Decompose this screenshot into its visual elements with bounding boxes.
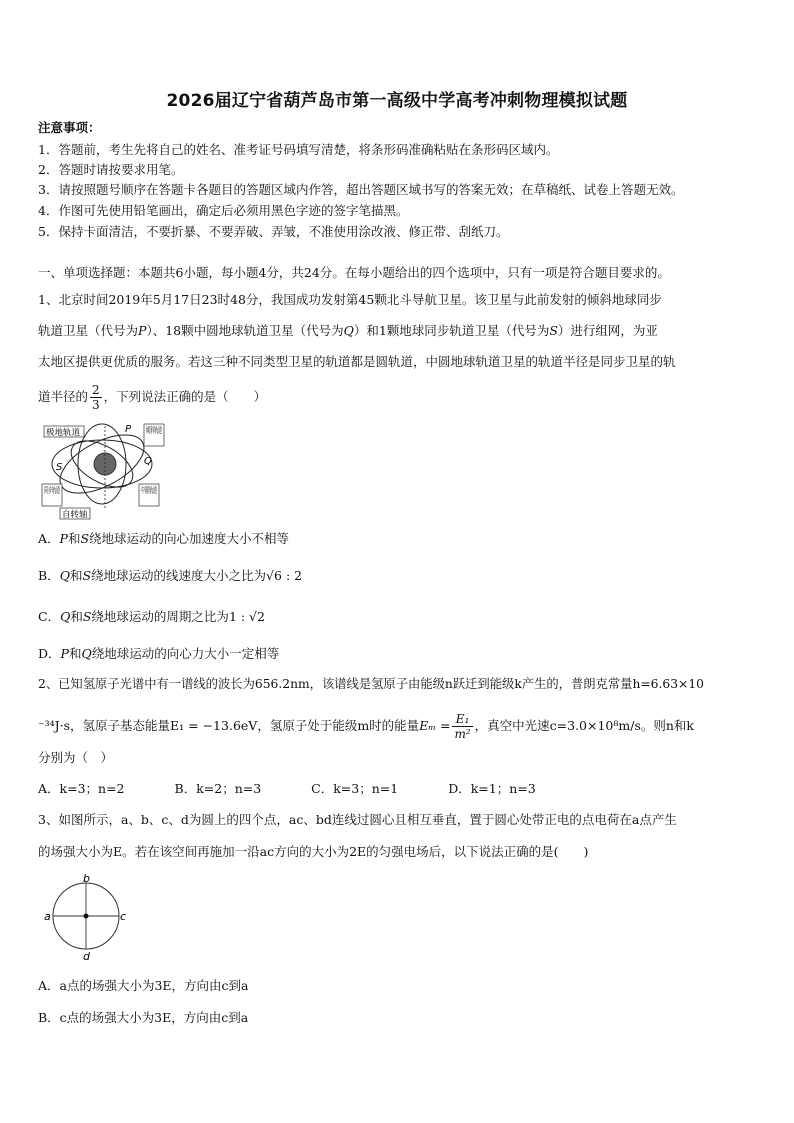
q1-line-1: 1、北京时间2019年5月17日23时48分，我国成功发射第45颗北斗导航卫星。该卫星与此前发射的倾斜地球同步: [38, 292, 662, 307]
point-d: d: [83, 950, 90, 962]
q1-option-c: [38, 609, 265, 625]
point-c: c: [120, 910, 127, 923]
label-s: S: [56, 462, 63, 473]
q1-text: 轨道卫星（代号为: [38, 323, 139, 338]
symbol-q: Q: [343, 323, 354, 338]
q2-text: ，氢原子处于能级m时的能量: [257, 718, 420, 733]
q2-line-3: 分别为（ ）: [38, 750, 114, 765]
option-letter: A．: [38, 531, 60, 546]
ratio-value: √6 : 2: [266, 568, 303, 583]
symbol-q: Q: [59, 568, 70, 583]
q2-text: ⁻³⁴J·s，氢原子基态能量: [38, 718, 171, 733]
fraction-two-thirds: [90, 383, 102, 412]
orbit-diagram: [38, 420, 178, 522]
option-text: 和: [69, 568, 83, 583]
symbol-s: S: [80, 531, 90, 546]
q3-option-b: B．c点的场强大小为3E，方向由c到a: [38, 1010, 249, 1025]
page-title: 2026届辽宁省葫芦岛市第一高级中学高考冲刺物理模拟试题: [166, 91, 628, 111]
q1-text: ，下列说法正确的是（ ）: [103, 389, 267, 404]
q3-line-2: 的场强大小为E。若在该空间再施加一沿ac方向的大小为2E的匀强电场后，以下说法正确的是( ): [38, 844, 589, 859]
notice-item-5: 5．保持卡面清洁，不要折暴、不要弄破、弄皱，不准使用涂改液、修正带、刮纸刀。: [38, 224, 509, 239]
option-letter: B．: [38, 568, 60, 583]
notice-item-2: 2．答题时请按要求用笔。: [38, 162, 184, 177]
q1-line-4: [38, 383, 266, 412]
q2-text: ，真空中光速c=3.0×10⁸m/s。则n和k: [474, 718, 694, 733]
q3-line-1: 3、如图所示，a、b、c、d为圆上的四个点，ac、bd连线过圆心且相互垂直，置于圆心处带正电的点电荷在a点产生: [38, 812, 677, 827]
symbol-s: S: [82, 609, 92, 624]
ratio-value: 1 : √2: [228, 609, 265, 624]
center-charge: [84, 914, 89, 919]
symbol-s: S: [549, 323, 558, 338]
option-text: 绕地球运动的周期之比为: [91, 609, 229, 624]
label-inclined-orbit: [146, 425, 162, 436]
option-text: 和: [68, 646, 82, 661]
option-text: 绕地球运动的向心加速度大小不相等: [89, 531, 290, 546]
q1-text: ）、18颗中圆地球轨道卫星（代号为: [146, 323, 344, 338]
circle-diagram: [40, 872, 132, 962]
option-letter: D．: [38, 646, 61, 661]
q1-text: 道半径的: [38, 389, 89, 404]
energy-formula: Eₘ =: [419, 718, 451, 733]
q1-line-2: [38, 323, 658, 339]
option-text: 绕地球运动的向心力大小一定相等: [91, 646, 280, 661]
q2-line-2: [38, 712, 694, 741]
point-a: a: [44, 910, 51, 923]
symbol-p: P: [138, 323, 147, 338]
label-q: Q: [144, 456, 152, 467]
symbol-p: P: [60, 646, 69, 661]
symbol-p: P: [59, 531, 68, 546]
label-sync-orbit: [44, 485, 60, 496]
energy-fraction: [452, 712, 472, 741]
fraction-numerator: 2: [92, 383, 100, 397]
q1-text: ）进行组网，为亚: [557, 323, 658, 338]
option-text: 绕地球运动的线速度大小之比为: [91, 568, 267, 583]
symbol-q: Q: [60, 609, 71, 624]
q1-text: ）和1颗地球同步轨道卫星（代号为: [353, 323, 550, 338]
notice-item-4: 4．作图可先使用铅笔画出，确定后必须用黑色字迹的签字笔描黑。: [38, 203, 409, 218]
section-1-heading: 一、单项选择题：本题共6小题，每小题4分，共24分。在每小题给出的四个选项中，只有一项是符合题目要求的。: [38, 265, 670, 280]
notice-item-3: 3．请按照题号顺序在答题卡各题目的答题区域内作答，超出答题区域书写的答案无效；在草稿纸、试卷上答题无效。: [38, 182, 684, 197]
q1-option-d: [38, 646, 279, 662]
fraction-denominator: m²: [454, 727, 471, 741]
notice-heading: 注意事项：: [38, 120, 101, 135]
option-letter: C．: [38, 609, 61, 624]
q1-option-a: [38, 531, 289, 547]
q2-line-1: 2、已知氢原子光谱中有一谱线的波长为656.2nm，该谱线是氢原子由能级n跃迁到能级k产生的，普朗克常量h=6.63×10: [38, 677, 705, 691]
q2-options: A．k=3；n=2 B．k=2；n=3 C．k=3；n=1 D．k=1；n=3: [38, 781, 536, 796]
notice-item-1: 1．答题前，考生先将自己的姓名、准考证号码填写清楚，将条形码准确粘贴在条形码区域内。: [38, 142, 559, 157]
label-medium-orbit: [141, 485, 157, 496]
label-rotation-axis: 自转轴: [62, 510, 88, 520]
option-text: 和: [67, 531, 81, 546]
label-p: P: [125, 424, 132, 435]
q1-line-3: 太地区提供更优质的服务。若这三种不同类型卫星的轨道都是圆轨道，中圆地球轨道卫星的轨道半径是同步卫星的轨: [38, 354, 676, 369]
point-b: b: [83, 872, 90, 885]
option-text: 和: [70, 609, 83, 624]
fraction-denominator: 3: [92, 398, 100, 412]
symbol-q: Q: [81, 646, 92, 661]
fraction-numerator: E₁: [452, 712, 472, 727]
q1-option-b: [38, 568, 302, 584]
label-polar-orbit: 极地轨道: [46, 428, 81, 438]
symbol-s: S: [82, 568, 92, 583]
ground-energy: E₁ = −13.6eV: [170, 718, 258, 733]
q3-option-a: A．a点的场强大小为3E，方向由c到a: [38, 978, 249, 993]
